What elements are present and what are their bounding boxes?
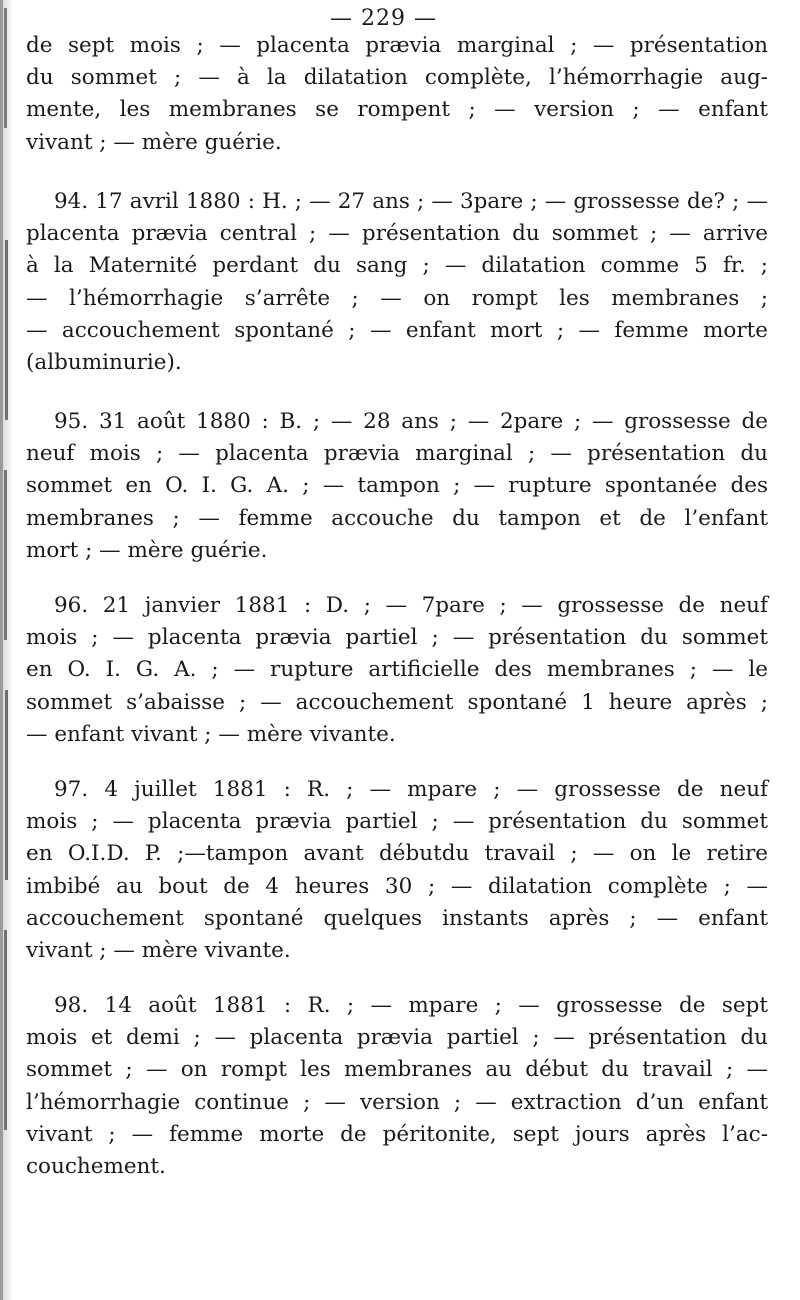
text-line: placenta prævia central ; — présentation du sommet ; — arrive [26, 221, 768, 247]
text-line: en O.I.D. P. ;—tampon avant débutdu travail ; — on le retire [26, 841, 768, 867]
text-line: sommet ; — on rompt les membranes au début du travail ; — [26, 1057, 768, 1083]
text-line: du sommet ; — à la dilatation complète, l’hémorrhagie aug- [26, 65, 768, 91]
text-line: en O. I. G. A. ; — rupture artificielle des membranes ; — le [26, 657, 768, 683]
text-line: 97. 4 juillet 1881 : R. ; — mpare ; — grossesse de neuf [54, 777, 768, 802]
text-line: membranes ; — femme accouche du tampon et de l’enfant [26, 505, 768, 531]
text-line: vivant ; — mère guérie. [26, 129, 282, 155]
text-line: 94. 17 avril 1880 : H. ; — 27 ans ; — 3pare ; — grossesse de? ; — [54, 189, 768, 214]
text-line: imbibé au bout de 4 heures 30 ; — dilatation complète ; — [26, 873, 768, 899]
text-line: vivant ; — mère vivante. [26, 937, 291, 963]
text-line: — accouchement spontané ; — enfant mort ; — femme morte [26, 317, 768, 343]
text-line: de sept mois ; — placenta prævia marginal ; — présentation [26, 33, 768, 58]
text-line: accouchement spontané quelques instants après ; — enfant [26, 905, 768, 931]
text-line: à la Maternité perdant du sang ; — dilatation comme 5 fr. ; [26, 253, 768, 279]
text-line: mois et demi ; — placenta prævia partiel ; — présentation du [26, 1025, 768, 1051]
text-line: — enfant vivant ; — mère vivante. [26, 721, 396, 747]
text-line: mort ; — mère guérie. [26, 537, 268, 563]
text-line: neuf mois ; — placenta prævia marginal ; — présentation du [26, 441, 768, 467]
text-line: l’hémorrhagie continue ; — version ; — extraction d’un enfant [26, 1089, 768, 1115]
text-line: mente, les membranes se rompent ; — version ; — enfant [26, 97, 768, 123]
case-entry-95 [26, 406, 768, 567]
text-line: mois ; — placenta prævia partiel ; — présentation du sommet [26, 625, 768, 651]
text-line: mois ; — placenta prævia partiel ; — présentation du sommet [26, 809, 768, 835]
text-line: 95. 31 août 1880 : B. ; — 28 ans ; — 2pare ; — grossesse de [54, 409, 768, 434]
text-line: sommet s’abaisse ; — accouchement spontané 1 heure après ; [26, 689, 768, 715]
text-line: 98. 14 août 1881 : R. ; — mpare ; — grossesse de sept [54, 993, 768, 1018]
case-entry-94 [26, 186, 768, 379]
paragraph-continued [26, 30, 768, 159]
binding-edge-marks [0, 0, 14, 1300]
case-entry-98 [26, 990, 768, 1183]
text-line: vivant ; — femme morte de péritonite, sept jours après l’ac- [26, 1121, 768, 1147]
case-entry-96 [26, 590, 768, 751]
page-number: — 229 — [330, 6, 437, 31]
text-line: sommet en O. I. G. A. ; — tampon ; — rupture spontanée des [26, 473, 768, 499]
text-line: (albuminurie). [26, 349, 182, 375]
book-page [26, 0, 768, 1300]
case-entry-97 [26, 774, 768, 967]
text-line: — l’hémorrhagie s’arrête ; — on rompt les membranes ; [26, 285, 768, 311]
text-line: couchement. [26, 1153, 166, 1179]
text-line: 96. 21 janvier 1881 : D. ; — 7pare ; — grossesse de neuf [54, 593, 768, 618]
